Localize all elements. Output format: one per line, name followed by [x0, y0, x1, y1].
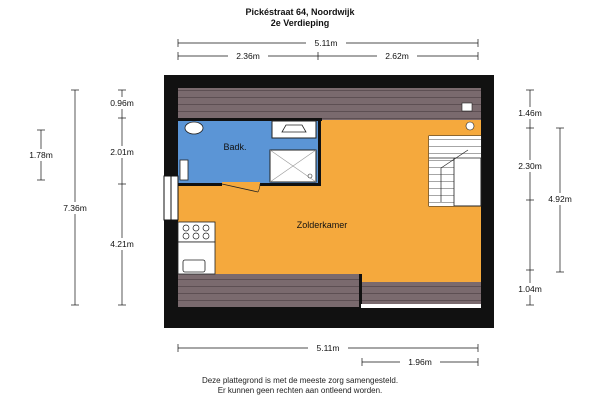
dim-top-right: 2.62m — [385, 51, 409, 61]
window-bottom — [361, 304, 481, 308]
roof-slope-top — [178, 88, 481, 120]
floor-title: 2e Verdieping — [270, 18, 330, 28]
disclaimer-line-2: Er kunnen geen rechten aan ontleend worden. — [217, 386, 383, 395]
dim-bottom-total: 5.11m — [316, 343, 340, 353]
dim-right-230: 2.30m — [518, 161, 542, 171]
dim-right-492: 4.92m — [548, 194, 572, 204]
disclaimer-line-1: Deze plattegrond is met de meeste zorg samengesteld. — [201, 376, 399, 385]
roof-slope-bottom-left — [178, 274, 361, 307]
dim-left-421: 4.21m — [110, 239, 134, 249]
dim-top-total: 5.11m — [314, 38, 338, 48]
address-title: Pickéstraat 64, Noordwijk — [245, 7, 355, 17]
roof-slope-bottom-right — [361, 282, 481, 307]
dim-left-096: 0.96m — [110, 98, 134, 108]
dim-right-104: 1.04m — [518, 284, 542, 294]
dim-bottom-right: 1.96m — [408, 357, 432, 367]
dim-left-178: 1.78m — [29, 150, 53, 160]
dim-top-left: 2.36m — [236, 51, 260, 61]
toilet-icon — [185, 122, 203, 134]
washbasin-icon — [180, 160, 188, 180]
dim-left-201: 2.01m — [110, 147, 134, 157]
dim-right-146: 1.46m — [518, 108, 542, 118]
bathroom-label: Badk. — [223, 142, 247, 152]
attic-room-label: Zolderkamer — [296, 220, 348, 230]
dim-left-total: 7.36m — [63, 203, 87, 213]
bath-sink-icon — [282, 125, 306, 132]
